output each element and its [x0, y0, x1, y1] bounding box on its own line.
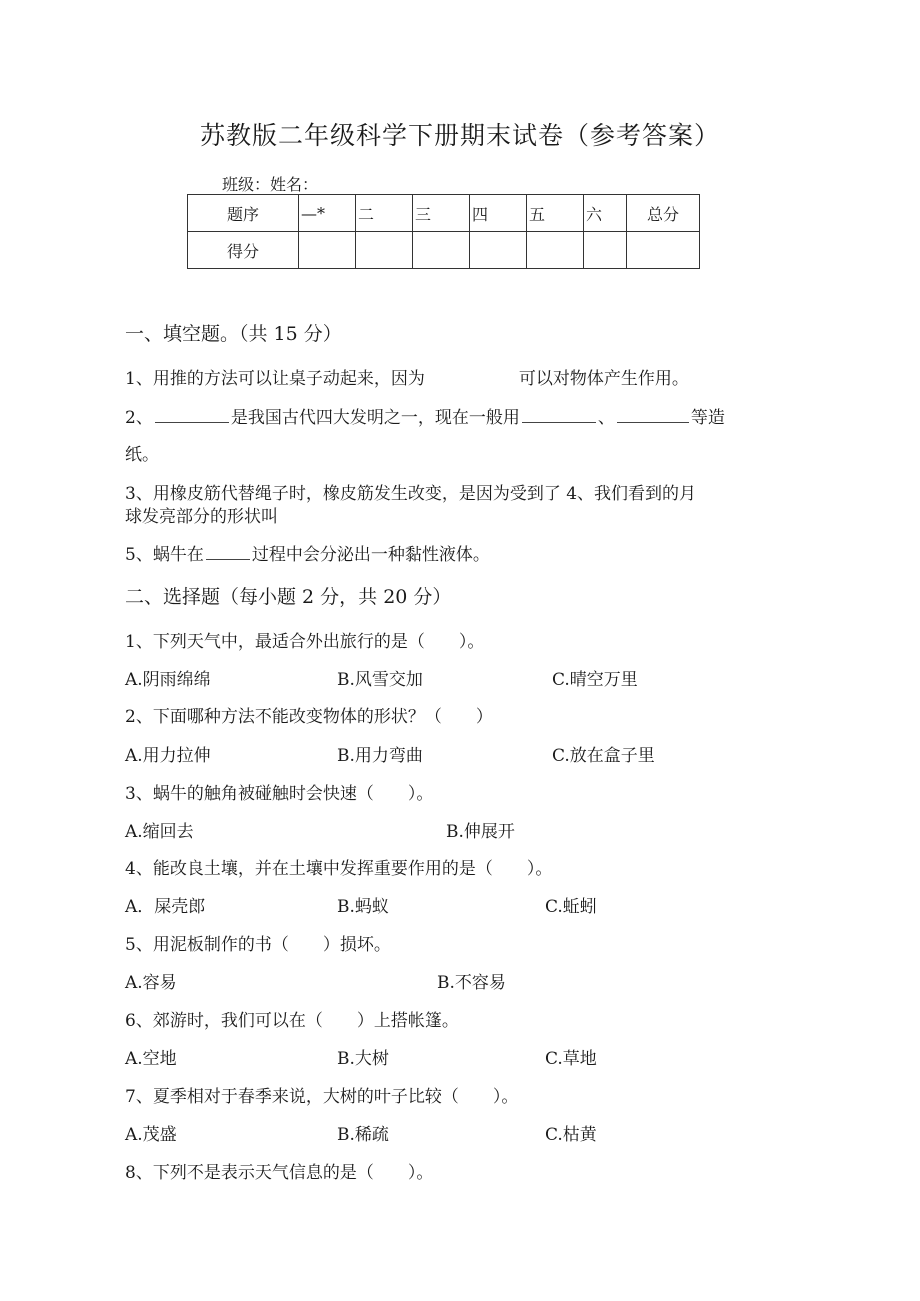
class-name-line: 班级：姓名：	[222, 175, 319, 194]
answer-blank	[427, 382, 517, 384]
fill-question-1	[125, 364, 689, 389]
score-cell	[470, 232, 527, 269]
option-b: B.伸展开	[446, 822, 515, 842]
option-a: A.缩回去	[125, 822, 194, 842]
score-table-header-cell: —*	[299, 195, 356, 232]
score-table-header-cell: 题序	[188, 195, 299, 232]
answer-blank	[206, 558, 250, 560]
score-cell	[627, 232, 700, 269]
choice-question-8: 8、下列不是表示天气信息的是（ ）。	[125, 1163, 434, 1183]
q2-continuation: 纸。	[125, 445, 159, 465]
option-a: A.茂盛	[125, 1125, 177, 1145]
choice-question-1: 1、下列天气中，最适合外出旅行的是（ ）。	[125, 632, 485, 652]
score-table-header-row	[188, 195, 700, 232]
score-table-header-cell: 总分	[627, 195, 700, 232]
score-cell	[527, 232, 584, 269]
answer-blank	[617, 421, 689, 423]
option-a: A.阴雨绵绵	[125, 670, 211, 690]
section2-heading: 二、选择题（每小题 2 分，共 20 分）	[125, 586, 452, 608]
score-cell	[299, 232, 356, 269]
option-a: A.容易	[125, 973, 177, 993]
q2-text-a: 2、	[125, 408, 153, 428]
q5-text-a: 5、蜗牛在	[125, 545, 204, 565]
choice-question-3: 3、蜗牛的触角被碰触时会快速（ ）。	[125, 784, 434, 804]
score-table-row-label: 得分	[188, 232, 299, 269]
option-a: A.用力拉伸	[125, 746, 211, 766]
option-b: B.用力弯曲	[337, 746, 423, 766]
score-table-header-cell: 三	[413, 195, 470, 232]
option-c: C.草地	[545, 1049, 597, 1069]
q5-text-b: 过程中会分泌出一种黏性液体。	[251, 545, 490, 565]
answer-blank	[522, 421, 596, 423]
score-table-score-row	[188, 232, 700, 269]
choice-question-5: 5、用泥板制作的书（ ）损坏。	[125, 935, 391, 955]
option-b: B.风雪交加	[337, 670, 423, 690]
score-table-header-cell: 二	[356, 195, 413, 232]
answer-blank	[155, 421, 229, 423]
q2-text-d: 等造	[690, 408, 725, 428]
option-a: A.空地	[125, 1049, 177, 1069]
option-a: A．屎壳郎	[125, 897, 206, 917]
fill-question-3: 3、用橡皮筋代替绳子时，橡皮筋发生改变，是因为受到了 4、我们看到的月	[125, 484, 697, 504]
q1-text-b: 可以对物体产生作用。	[518, 369, 689, 389]
score-table-header-cell: 六	[584, 195, 627, 232]
choice-question-2: 2、下面哪种方法不能改变物体的形状？（ ）	[125, 707, 493, 727]
choice-question-7: 7、夏季相对于春季来说，大树的叶子比较（ ）。	[125, 1087, 519, 1107]
score-cell	[413, 232, 470, 269]
choice-question-4: 4、能改良土壤，并在土壤中发挥重要作用的是（ ）。	[125, 859, 553, 879]
score-cell	[356, 232, 413, 269]
q2-text-c: 、	[597, 408, 615, 428]
choice-question-6: 6、郊游时，我们可以在（ ）上搭帐篷。	[125, 1011, 459, 1031]
score-table-header-cell: 四	[470, 195, 527, 232]
fill-question-3-continuation: 球发亮部分的形状叫	[125, 507, 278, 527]
option-b: B.不容易	[437, 973, 506, 993]
q2-text-b: 是我国古代四大发明之一，现在一般用	[230, 408, 520, 428]
option-c: C.蚯蚓	[545, 897, 597, 917]
score-table	[187, 194, 700, 269]
fill-question-2	[125, 403, 725, 428]
q1-text-a: 1、用推的方法可以让桌子动起来，因为	[125, 369, 425, 389]
fill-question-5	[125, 540, 490, 565]
option-c: C.晴空万里	[552, 670, 638, 690]
option-b: B.大树	[337, 1049, 389, 1069]
option-b: B.稀疏	[337, 1125, 389, 1145]
option-c: C.放在盒子里	[552, 746, 655, 766]
section1-heading: 一、填空题。（共 15 分）	[125, 323, 342, 345]
page-title: 苏教版二年级科学下册期末试卷（参考答案）	[199, 121, 720, 150]
option-b: B.蚂蚁	[337, 897, 389, 917]
score-cell	[584, 232, 627, 269]
score-table-header-cell: 五	[527, 195, 584, 232]
option-c: C.枯黄	[545, 1125, 597, 1145]
